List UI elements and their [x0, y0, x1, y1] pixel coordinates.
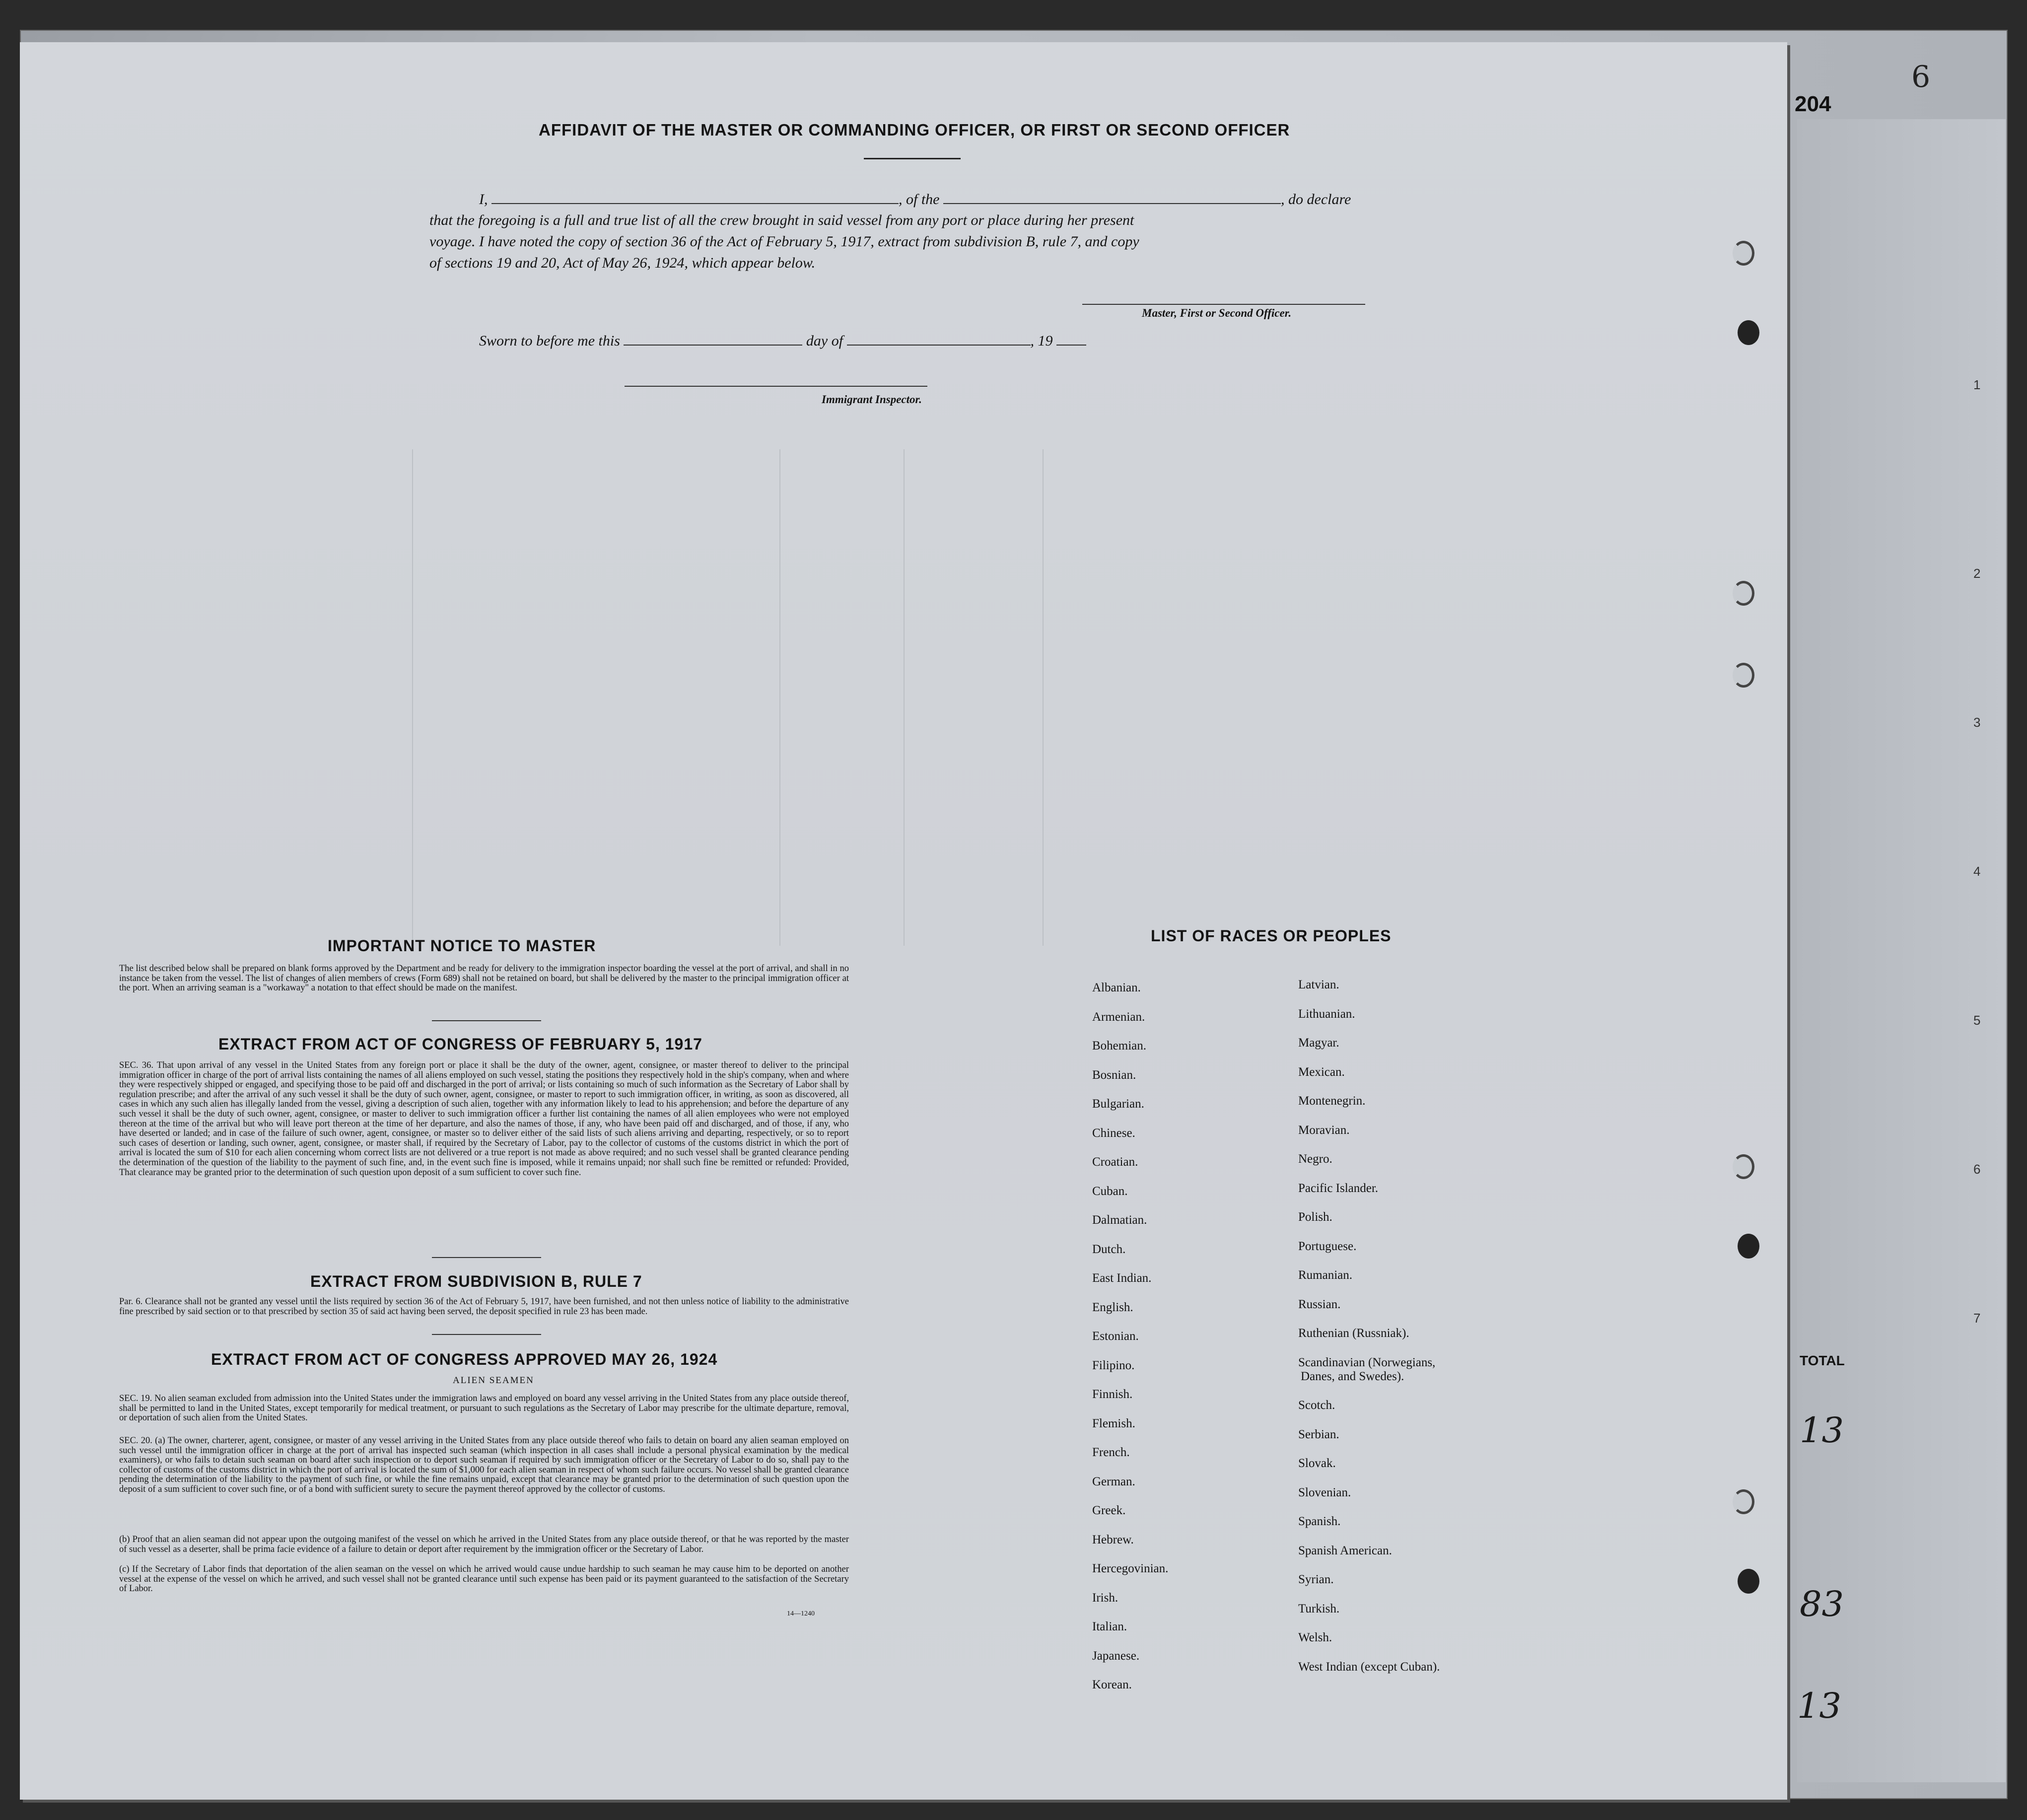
race-item: Bosnian.: [1092, 1068, 1136, 1082]
alien-seamen-subheading: ALIEN SEAMEN: [453, 1375, 534, 1386]
race-item: Montenegrin.: [1298, 1094, 1366, 1108]
handwritten-total: 13: [1800, 1410, 1844, 1451]
race-item: Japanese.: [1092, 1649, 1140, 1663]
sworn-line: Sworn to before me this day of , 19: [479, 333, 1086, 350]
rule7-heading: EXTRACT FROM SUBDIVISION B, RULE 7: [310, 1272, 642, 1290]
race-item: Polish.: [1298, 1210, 1332, 1224]
binder-hole: [1733, 241, 1754, 266]
race-item: Rumanian.: [1298, 1268, 1353, 1282]
race-item: Danes, and Swedes).: [1301, 1369, 1404, 1383]
race-item: French.: [1092, 1446, 1130, 1459]
affidavit-line-2: that the foregoing is a full and true list of all the crew brought in said vessel from any port or place during her present: [429, 212, 1134, 228]
binder-hole: [1733, 1154, 1754, 1179]
race-item: Cuban.: [1092, 1184, 1128, 1198]
race-item: Bulgarian.: [1092, 1097, 1144, 1111]
page-number: 204: [1795, 92, 1831, 116]
master-caption: Master, First or Second Officer.: [1142, 307, 1292, 319]
race-item: Chinese.: [1092, 1126, 1135, 1140]
sworn-day-blank[interactable]: [624, 334, 802, 346]
binder-hole: [1738, 1569, 1759, 1594]
race-item: Turkish.: [1298, 1602, 1340, 1615]
binder-hole: [1738, 1234, 1759, 1259]
master-signature-line[interactable]: [1082, 304, 1365, 305]
sworn-year-blank[interactable]: [1056, 334, 1086, 346]
race-item: Hebrew.: [1092, 1533, 1134, 1546]
race-item: Irish.: [1092, 1591, 1118, 1605]
section-19-text: SEC. 19. No alien seaman excluded from admission into the United States under the immigration laws and employed on board any vessel arriving in the United States from any place outside thereof, shall be permitted to land in the United States, except temporarily for medical treatment, or pursuant to such regulations as the Secretary of Labor may prescribe for the ultimate departure, removal, or deportation of such alien from the United States.: [119, 1394, 849, 1423]
section-rule: [432, 1334, 541, 1335]
race-item: Greek.: [1092, 1504, 1126, 1517]
extract-1924-heading: EXTRACT FROM ACT OF CONGRESS APPROVED MAY 26, 1924: [211, 1350, 718, 1368]
race-item: Albanian.: [1092, 981, 1141, 994]
race-item: Dalmatian.: [1092, 1213, 1147, 1227]
race-item: Serbian.: [1298, 1427, 1339, 1441]
form-number: 14—1240: [787, 1610, 815, 1617]
race-item: Magyar.: [1298, 1036, 1339, 1050]
races-heading: LIST OF RACES OR PEOPLES: [1151, 927, 1392, 945]
race-item: Moravian.: [1298, 1123, 1350, 1137]
notice-body: The list described below shall be prepared on blank forms approved by the Department and be ready for delivery to the immigration inspector boarding the vessel at the port of arrival, and shall in no instance be taken from the vessel. The list of changes of alien members of crews (Form 689) shall not be retained on board, but shall be delivered by the master to the principal immigration officer at the port. When an arriving seaman is a "workaway" a notation to that effect should be made on the manifest.: [119, 964, 849, 993]
race-item: Scotch.: [1298, 1399, 1335, 1412]
race-item: Finnish.: [1092, 1388, 1133, 1401]
race-item: East Indian.: [1092, 1271, 1152, 1285]
binder-hole: [1733, 663, 1754, 688]
notice-heading: IMPORTANT NOTICE TO MASTER: [328, 937, 596, 955]
race-item: Lithuanian.: [1298, 1007, 1355, 1021]
race-item: Bohemian.: [1092, 1039, 1147, 1052]
race-item: Croatian.: [1092, 1155, 1138, 1169]
sworn-month-blank[interactable]: [847, 334, 1031, 346]
vessel-blank[interactable]: [943, 192, 1281, 204]
race-item: Welsh.: [1298, 1631, 1332, 1644]
race-item: Spanish.: [1298, 1515, 1341, 1528]
binder-hole: [1733, 1489, 1754, 1514]
race-item: Flemish.: [1092, 1416, 1135, 1430]
race-item: West Indian (except Cuban).: [1298, 1660, 1440, 1674]
rule7-body: Par. 6. Clearance shall not be granted any vessel until the lists required by section 36 of the Act of February 5, 1917, have been furnished, and not then unless notice of liability to the administrative fine prescribed by said section or to that prescribed by section 35 of said act having been served, the deposit specified in rule 23 has been made.: [119, 1297, 849, 1317]
binder-hole: [1738, 320, 1759, 345]
title-rule: [864, 158, 961, 159]
section-rule: [432, 1020, 541, 1021]
affidavit-line-3: voyage. I have noted the copy of section 36 of the Act of February 5, 1917, extract from subdivision B, rule 7, and copy: [429, 233, 1139, 250]
race-item: Spanish American.: [1298, 1543, 1392, 1557]
race-item: Negro.: [1298, 1152, 1332, 1166]
section-rule: [432, 1257, 541, 1258]
race-item: Slovak.: [1298, 1457, 1336, 1470]
race-item: Korean.: [1092, 1678, 1132, 1691]
underlying-sheet-edge: 1 2 3 4 5 6 7: [1797, 119, 2006, 1782]
section-20a-text: SEC. 20. (a) The owner, charterer, agent, consignee, or master of any vessel arriving in the United States from any place outside thereof who fails to detain on board any alien seaman employed on such vessel until the immigration officer in charge at the port of arrival has inspected such seaman (which inspection in all cases shall include a personal physical examination by the medical examiners), or who fails to detain such seaman on board after such inspection or to deport such seaman if required by such immigration officer or the Secretary of Labor to do so, shall pay to the collector of customs of the customs district in which the port of arrival is located the sum of $1,000 for each alien seaman in respect of whom such failure occurs. No vessel shall be granted clearance pending the determination of the liability to the payment of such fine, or while the fine remains unpaid, except that clearance may be granted prior to the determination of such question upon the deposit of a sum sufficient to cover such fine, or of a bond with sufficient surety to secure the payment thereof approved by the collector of customs.: [119, 1436, 849, 1494]
affidavit-line-4: of sections 19 and 20, Act of May 26, 1924, which appear below.: [429, 255, 816, 271]
race-item: Italian.: [1092, 1620, 1127, 1633]
binder-hole: [1733, 581, 1754, 606]
extract-1917-heading: EXTRACT FROM ACT OF CONGRESS OF FEBRUARY 5, 1917: [218, 1035, 702, 1053]
handwritten-total: 13: [1797, 1685, 1842, 1726]
race-item: Ruthenian (Russniak).: [1298, 1327, 1409, 1340]
race-item: Pacific Islander.: [1298, 1181, 1379, 1195]
race-item: German.: [1092, 1474, 1135, 1488]
section-20c-text: (c) If the Secretary of Labor finds that deportation of the alien seaman on the vessel on which he arrived would cause undue hardship to such seaman he may cause him to be deported on another vessel at the expense of the vessel on which he arrived, and such vessel shall not be granted clearance until such expense has been paid or its payment guaranteed to the satisfaction of the Secretary of Labor.: [119, 1564, 849, 1594]
race-item: Latvian.: [1298, 978, 1339, 991]
race-item: Dutch.: [1092, 1242, 1126, 1256]
inspector-signature-line[interactable]: [625, 386, 927, 387]
race-item: Armenian.: [1092, 1010, 1145, 1024]
race-item: Hercegovinian.: [1092, 1562, 1169, 1575]
section-20b-text: (b) Proof that an alien seaman did not appear upon the outgoing manifest of the vessel on which he arrived in the United States from any place outside thereof, or that he was reported by the master of such vessel as a deserter, shall be prima facie evidence of a failure to detain or deport after requirement by the immigration officer or the Secretary of Labor.: [119, 1535, 849, 1554]
race-item: Portuguese.: [1298, 1239, 1357, 1253]
affidavit-title: AFFIDAVIT OF THE MASTER OR COMMANDING OFFICER, OR FIRST OR SECOND OFFICER: [539, 121, 1290, 139]
affidavit-line-1: I, , of the , do declare: [479, 191, 1351, 208]
corner-handwritten-mark: 6: [1911, 60, 1931, 94]
race-item: English.: [1092, 1300, 1133, 1314]
handwritten-total: 83: [1800, 1584, 1844, 1624]
race-item: Estonian.: [1092, 1330, 1139, 1343]
race-item: Mexican.: [1298, 1065, 1345, 1079]
inspector-caption: Immigrant Inspector.: [822, 393, 922, 406]
total-column-label: TOTAL: [1800, 1353, 1845, 1368]
race-item: Russian.: [1298, 1297, 1341, 1311]
race-item: Syrian.: [1298, 1573, 1334, 1586]
race-item: Filipino.: [1092, 1358, 1135, 1372]
race-item: Scandinavian (Norwegians,: [1298, 1355, 1436, 1369]
extract-1917-body: SEC. 36. That upon arrival of any vessel in the United States from any foreign port or place it shall be the duty of the owner, agent, consignee, or master thereof to deliver to the principal immigration officer in charge of the port of arrival lists containing the names of all aliens employed on such vessel, stating the positions they respectively hold in the ship's company, when and where they were respectively shipped or engaged, and specifying those to be paid off and discharged in the port of arrival; or lists containing so much of such information as the Secretary of Labor shall by regulation prescribe; and after the arrival of any such vessel it shall be the duty of such owner, agent, consignee, or master to report to such immigration officer, in writing, as soon as discovered, all cases in which any such alien has illegally landed from the vessel, giving a description of such alien, together with any information likely to lead to his apprehension; and before the departure of any such vessel it shall be the duty of such owner, agent, consignee, or master to deliver to such immigration officer a further list containing the names of all alien employees who were not employed thereon at the time of the arrival but who will leave port thereon at the time of her departure, and also the names of those, if any, who have been paid off and discharged, and of those, if any, who have deserted or landed; and in case of the failure of such owner, agent, consignee, or master so to deliver either of the said lists of such aliens arriving and departing, respectively, or so to report such cases of desertion or landing, such owner, agent, consignee, or master shall, if required by the Secretary of Labor, pay to the collector of customs of the customs district in which the port of arrival is located the sum of $10 for each alien concerning whom correct lists are not delivered or a true report is not made as above required; and no such vessel shall be granted clearance pending the determination of the question of the liability to the payment of such fine, and, in the event such fine is imposed, while it remains unpaid; nor shall such fine be remitted or refunded: Provided, That clearance may be granted prior to the determination of such question upon deposit of a sum sufficient to cover such fine.: [119, 1060, 849, 1178]
race-item: Slovenian.: [1298, 1485, 1351, 1499]
name-blank[interactable]: [491, 192, 899, 204]
